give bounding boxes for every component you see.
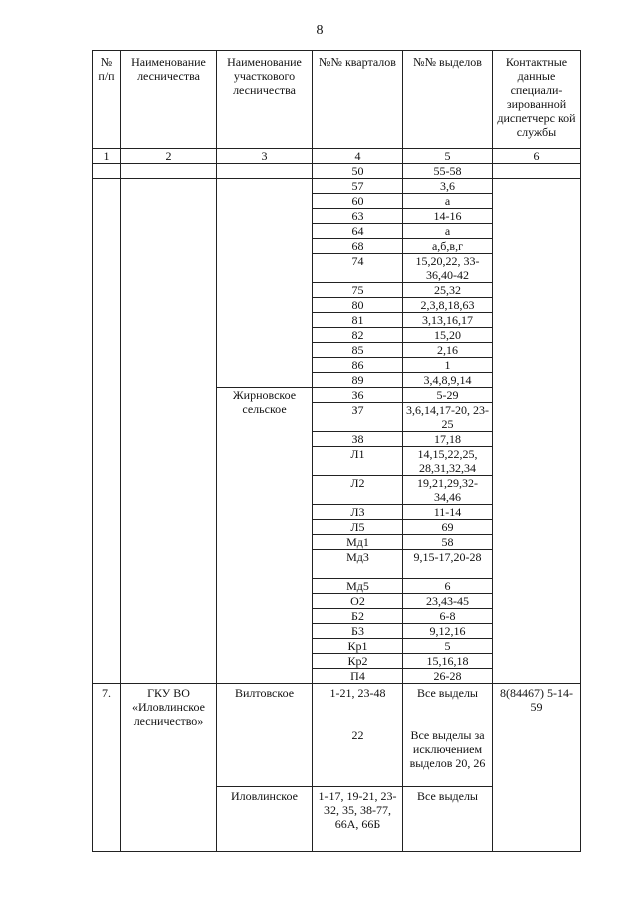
kvartal-cell: 85 xyxy=(313,343,403,358)
vydel-cell: 58 xyxy=(403,535,493,550)
col-number: 5 xyxy=(403,149,493,164)
vydel-cell: а xyxy=(403,194,493,209)
vydel-cell: 9,12,16 xyxy=(403,624,493,639)
empty-cell xyxy=(121,164,217,179)
header-vydely: №№ выделов xyxy=(403,51,493,149)
kvartal-cell: 68 xyxy=(313,239,403,254)
vydel-value: Все выделы за исключением выделов 20, 26 xyxy=(409,728,486,770)
kvartal-value: 22 xyxy=(351,728,364,742)
col-number: 4 xyxy=(313,149,403,164)
header-contact: Контактные данные специали-зированной диспетчерс кой службы xyxy=(493,51,581,149)
vydel-cell: 9,15-17,20-28 xyxy=(403,550,493,579)
header-kvartaly: №№ кварталов xyxy=(313,51,403,149)
col-number: 2 xyxy=(121,149,217,164)
vydel-cell: 15,20,22, 33-36,40-42 xyxy=(403,254,493,283)
uchastok-name: Жирновское сельское xyxy=(217,388,313,684)
vydel-cell: 25,32 xyxy=(403,283,493,298)
header-num: № п/п xyxy=(93,51,121,149)
kvartal-cell: З7 xyxy=(313,403,403,432)
vydel-cell: 3,4,8,9,14 xyxy=(403,373,493,388)
kvartal-cell: З8 xyxy=(313,432,403,447)
vydel-cell: а,б,в,г xyxy=(403,239,493,254)
kvartal-cell: 89 xyxy=(313,373,403,388)
kvartal-value: 1-21, 23-48 xyxy=(329,686,386,700)
forestry-table xyxy=(92,50,581,852)
empty-cell xyxy=(93,179,121,684)
table-row xyxy=(93,684,581,787)
uchastok-name: Иловлинское xyxy=(217,787,313,852)
row-number: 7. xyxy=(93,684,121,852)
kvartal-cell: Мд5 xyxy=(313,579,403,594)
kvartal-cell: Б2 xyxy=(313,609,403,624)
vydel-cell: 55-58 xyxy=(403,164,493,179)
kvartal-cell: 86 xyxy=(313,358,403,373)
col-number: 6 xyxy=(493,149,581,164)
kvartal-cell: 63 xyxy=(313,209,403,224)
kvartal-cell xyxy=(313,684,403,787)
col-number: 1 xyxy=(93,149,121,164)
vydel-cell: 2,16 xyxy=(403,343,493,358)
empty-cell xyxy=(493,179,581,684)
uchastok-name: Вилтовское xyxy=(217,684,313,787)
header-lesnichestvo: Наименование лесничества xyxy=(121,51,217,149)
kvartal-cell: 57 xyxy=(313,179,403,194)
table-row xyxy=(93,164,581,179)
vydel-value: Все выделы xyxy=(416,686,478,700)
header-row xyxy=(93,51,581,149)
col-number: 3 xyxy=(217,149,313,164)
kvartal-cell: Мд1 xyxy=(313,535,403,550)
vydel-cell: 15,20 xyxy=(403,328,493,343)
contact-cell: 8(84467) 5-14-59 xyxy=(493,684,581,852)
empty-cell xyxy=(493,164,581,179)
vydel-cell: 3,13,16,17 xyxy=(403,313,493,328)
kvartal-cell: Кр1 xyxy=(313,639,403,654)
kvartal-cell: О2 xyxy=(313,594,403,609)
vydel-cell: 1 xyxy=(403,358,493,373)
kvartal-cell: 50 xyxy=(313,164,403,179)
vydel-cell: 14-16 xyxy=(403,209,493,224)
table-row xyxy=(93,179,581,194)
vydel-cell: 23,43-45 xyxy=(403,594,493,609)
kvartal-cell: 64 xyxy=(313,224,403,239)
empty-cell xyxy=(93,164,121,179)
kvartal-cell: Кр2 xyxy=(313,654,403,669)
vydel-cell: 5-29 xyxy=(403,388,493,403)
vydel-cell: 26-28 xyxy=(403,669,493,684)
kvartal-cell: 74 xyxy=(313,254,403,283)
kvartal-cell: З6 xyxy=(313,388,403,403)
kvartal-cell: Л2 xyxy=(313,476,403,505)
empty-cell xyxy=(217,164,313,179)
kvartal-cell: Б3 xyxy=(313,624,403,639)
kvartal-cell: 81 xyxy=(313,313,403,328)
vydel-cell: 11-14 xyxy=(403,505,493,520)
vydel-cell: Все выделы xyxy=(403,787,493,852)
vydel-cell: 5 xyxy=(403,639,493,654)
vydel-cell: 6-8 xyxy=(403,609,493,624)
vydel-cell: 3,6,14,17-20, 23-25 xyxy=(403,403,493,432)
vydel-cell: 3,6 xyxy=(403,179,493,194)
vydel-cell: 14,15,22,25, 28,31,32,34 xyxy=(403,447,493,476)
vydel-cell: 19,21,29,32- 34,46 xyxy=(403,476,493,505)
kvartal-cell: 60 xyxy=(313,194,403,209)
kvartal-cell: Л1 xyxy=(313,447,403,476)
kvartal-cell: Л5 xyxy=(313,520,403,535)
kvartal-cell: 75 xyxy=(313,283,403,298)
kvartal-cell: 82 xyxy=(313,328,403,343)
column-numbers-row xyxy=(93,149,581,164)
kvartal-cell: Мд3 xyxy=(313,550,403,579)
vydel-cell: 15,16,18 xyxy=(403,654,493,669)
empty-cell xyxy=(217,179,313,388)
kvartal-cell: Л3 xyxy=(313,505,403,520)
vydel-cell: 17,18 xyxy=(403,432,493,447)
kvartal-cell: П4 xyxy=(313,669,403,684)
vydel-cell: 6 xyxy=(403,579,493,594)
vydel-cell: 2,3,8,18,63 xyxy=(403,298,493,313)
kvartal-cell: 1-17, 19-21, 23-32, 35, 38-77, 66А, 66Б xyxy=(313,787,403,852)
kvartal-cell: 80 xyxy=(313,298,403,313)
vydel-cell: а xyxy=(403,224,493,239)
vydel-cell: 69 xyxy=(403,520,493,535)
lesnichestvo-name: ГКУ ВО «Иловлинское лесничество» xyxy=(121,684,217,852)
header-uchastkovoe: Наименование участкового лесничества xyxy=(217,51,313,149)
vydel-cell xyxy=(403,684,493,787)
empty-cell xyxy=(121,179,217,684)
page-number: 8 xyxy=(316,23,324,38)
